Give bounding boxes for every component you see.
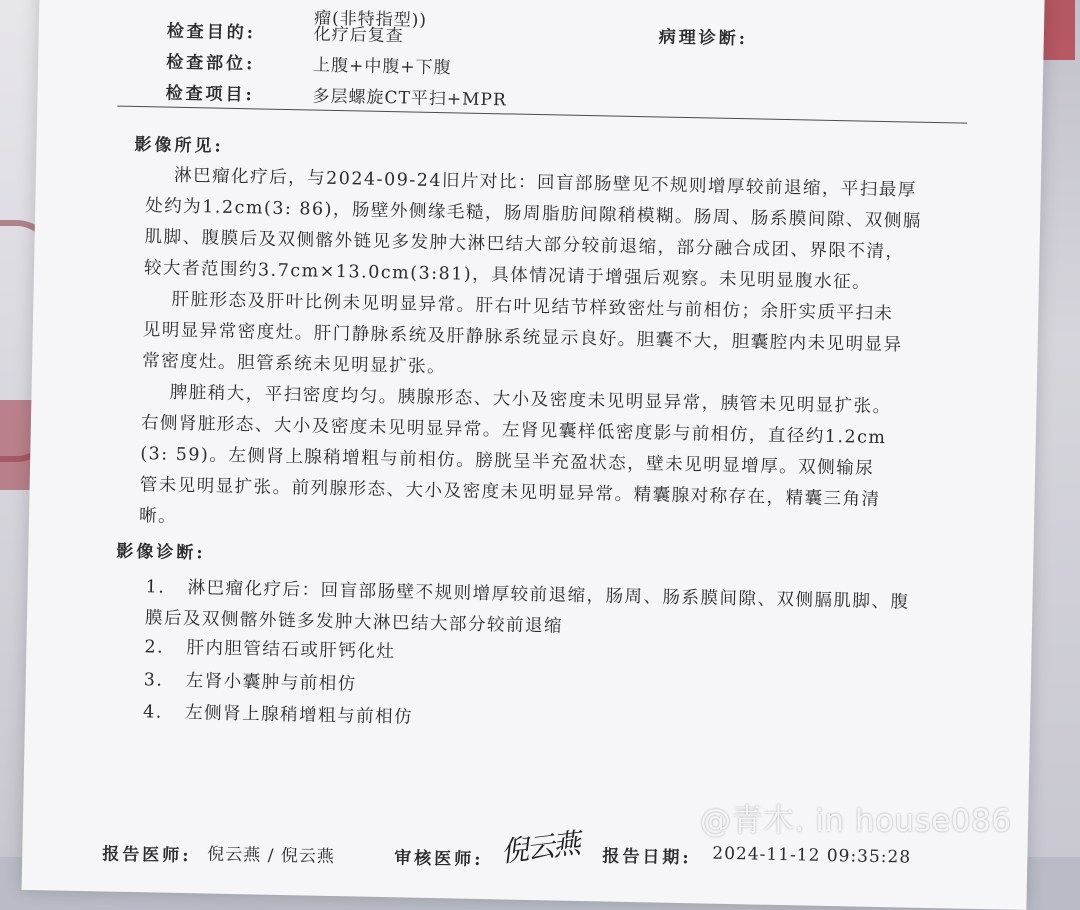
report-doctor-value: 倪云燕 / 倪云燕: [207, 844, 336, 868]
site-value: 上腹+中腹+下腹: [312, 55, 452, 79]
report-date-value: 2024-11-12 09:35:28: [712, 843, 912, 868]
report-doctor-label: 报告医师:: [102, 844, 192, 867]
findings-paragraph: 脾脏稍大，平扫密度均匀。胰腺形态、大小及密度未见明显异常，胰管未见明显扩张。 右侧肾脏形态、大小及密度未见明显异常。左肾见囊样低密度影与前相仿，直径约1.2cm (3: 59)。左侧肾上腺稍增粗与前相仿。膀胱呈半充盈状态，壁未见明显增厚。双侧输尿 管未见明显扩张。前列腺形态、大小及密度未见明显异常。精囊腺对称存在，精囊三角清 晰。: [138, 382, 892, 527]
report-paper: [22, 0, 1045, 910]
header-divider: [117, 106, 967, 124]
site-label: 检查部位:: [165, 52, 256, 75]
diagnosis-item-number: 3.: [143, 670, 164, 691]
purpose-value: 化疗后复查: [313, 24, 404, 47]
findings-paragraph: 淋巴瘤化疗后，与2024-09-24旧片对比：回盲部肠壁见不规则增厚较前退缩，平扫最厚 处约为1.2cm(3: 86)，肠壁外侧缘毛糙，肠周脂肪间隙稍模糊。肠周、肠系膜间隙、双侧膈 肌脚、腹膜后及双侧髂外链见多发肿大淋巴结大部分较前退缩，部分融合成团、界限不清， 较大者范围约3.7cm×13.0cm(3:81)，具体情况请于增强后观察。未见明显腹水征。: [143, 165, 923, 293]
findings-heading: 影像所见:: [134, 134, 224, 157]
review-doctor-label: 审核医师:: [394, 848, 484, 871]
diagnosis-item-text: 左侧肾上腺稍增粗与前相仿: [184, 703, 414, 728]
exam-value: 多层螺旋CT平扫+MPR: [312, 86, 507, 111]
purpose-label: 检查目的:: [166, 21, 257, 44]
exam-label: 检查项目:: [165, 83, 256, 106]
diagnosis-item-number: 2.: [144, 637, 165, 658]
report-date-label: 报告日期:: [602, 846, 692, 869]
findings-paragraph: 肝脏形态及肝叶比例未见明显异常。肝右叶见结节样致密灶与前相仿；余肝实质平扫未 见明显异常密度灶。肝门静脉系统及肝静脉系统显示良好。胆囊不大，胆囊腔内未见明显异 常密度灶。胆管系统未见明显扩张。: [141, 289, 903, 378]
diagnosis-item: [143, 665, 357, 700]
diagnosis-item-number: 4.: [142, 702, 164, 723]
watermark-text: @青木. in house086: [700, 803, 1012, 839]
diagnosis-item-text: 左肾小囊肿与前相仿: [185, 671, 357, 695]
diagnosis-item: [143, 697, 414, 733]
diagnosis-item: [144, 632, 396, 668]
pathology-label: 病理诊断:: [658, 27, 749, 50]
purpose-value-top: 瘤(非特指型)): [313, 8, 428, 31]
diagnosis-heading: 影像诊断:: [116, 541, 206, 564]
review-signature: 倪云燕: [499, 826, 581, 869]
diagnosis-item-number: 1.: [145, 577, 166, 598]
diagnosis-item-text: 肝内胆管结石或肝钙化灶: [186, 638, 396, 663]
diagnosis-item-text: 淋巴瘤化疗后：回盲部肠壁不规则增厚较前退缩，肠周、肠系膜间隙、双侧膈肌脚、腹 膜后及双侧髂外链多发肿大淋巴结大部分较前退缩: [144, 578, 910, 637]
